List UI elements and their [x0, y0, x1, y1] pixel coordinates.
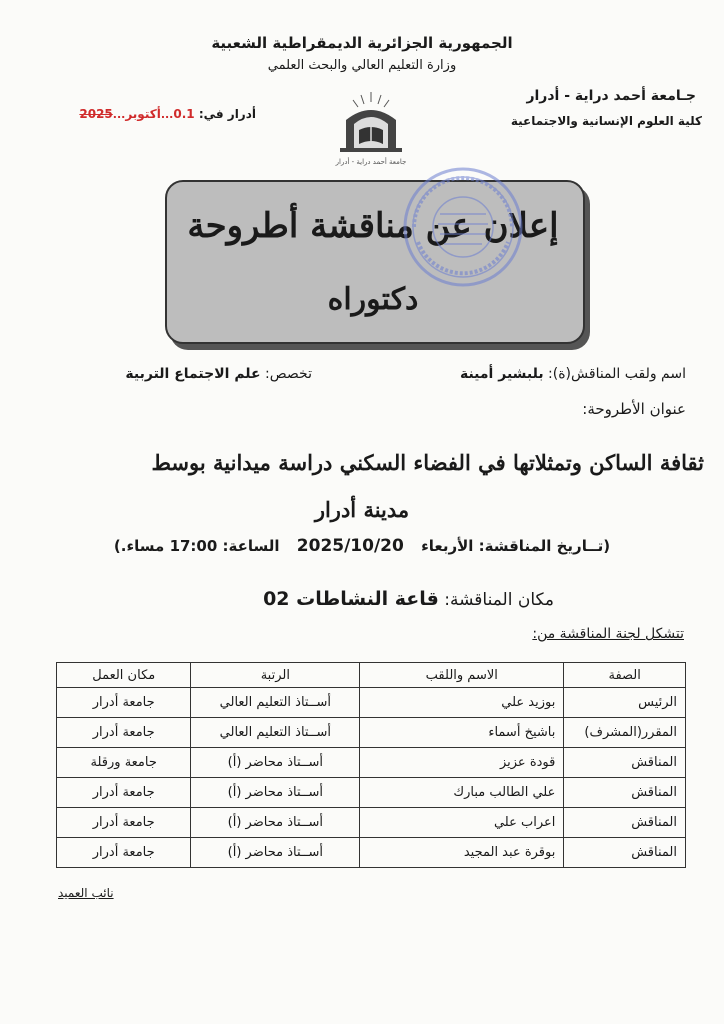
cell-name: اعراب علي — [360, 808, 564, 838]
cell-name: بوزيد علي — [360, 688, 564, 718]
cell-rank: أســتاذ التعليم العالي — [191, 718, 360, 748]
table-row — [57, 808, 686, 838]
cell-name: باشيخ أسماء — [360, 718, 564, 748]
defense-time: الساعة: 17:00 مساء.) — [113, 537, 280, 555]
thesis-title-line1: ثقافة الساكن وتمثلاتها في الفضاء السكني دراسة ميدانية بوسط — [151, 450, 704, 475]
republic-title: الجمهورية الجزائرية الديمقراطية الشعبية — [211, 34, 513, 52]
col-header-rank: الرتبة — [191, 663, 360, 688]
place-label: مكان المناقشة: — [444, 590, 554, 610]
cell-rank: أســتاذ التعليم العالي — [191, 688, 360, 718]
table-row — [57, 748, 686, 778]
candidate-line — [460, 366, 686, 382]
table-row — [57, 718, 686, 748]
faculty-name: كلية العلوم الإنسانية والاجتماعية — [510, 114, 702, 128]
place-value: قاعة النشاطات 02 — [263, 588, 439, 610]
table-row — [57, 688, 686, 718]
committee-table — [56, 662, 686, 868]
table-header-row — [57, 663, 686, 688]
date-day: 0.1 — [173, 107, 195, 121]
cell-workplace: جامعة ورقلة — [57, 748, 191, 778]
cell-role: المناقش — [564, 808, 686, 838]
candidate-label: اسم ولقب المناقش(ة): — [548, 366, 686, 382]
table-row — [57, 838, 686, 868]
cell-role: المقرر(المشرف) — [564, 718, 686, 748]
official-stamp — [398, 162, 528, 292]
cell-role: المناقش — [564, 748, 686, 778]
specialty-value: علم الاجتماع التربية — [125, 366, 261, 382]
col-header-workplace: مكان العمل — [57, 663, 191, 688]
cell-rank: أســتاذ محاضر (أ) — [191, 808, 360, 838]
date-month: أكتوبر — [125, 107, 161, 121]
signatory-title: نائب العميد — [58, 886, 114, 900]
defense-date-value: 2025/10/20 — [296, 536, 404, 556]
col-header-role: الصفة — [564, 663, 686, 688]
cell-name: بوقرة عبد المجيد — [360, 838, 564, 868]
logo-caption: جامعة أحمد دراية - أدرار — [335, 158, 407, 166]
cell-workplace: جامعة أدرار — [57, 718, 191, 748]
banner-title: إعلان عن مناقشة أطروحة — [187, 206, 559, 246]
date-label: أدرار في: — [198, 107, 256, 121]
cell-role: المناقش — [564, 838, 686, 868]
date-year: 2025 — [79, 107, 113, 121]
thesis-title-line2: مدينة أدرار — [314, 497, 410, 522]
col-header-name: الاسم واللقب — [360, 663, 564, 688]
thesis-title-label: عنوان الأطروحة: — [582, 400, 686, 418]
committee-intro: تتشكل لجنة المناقشة من: — [532, 626, 684, 642]
cell-name: قودة عزيز — [360, 748, 564, 778]
cell-role: الرئيس — [564, 688, 686, 718]
university-logo — [326, 90, 416, 170]
defense-date-text: (تــاريخ المناقشة: الأربعاء — [421, 537, 611, 555]
cell-rank: أســتاذ محاضر (أ) — [191, 748, 360, 778]
specialty-line — [125, 366, 312, 382]
cell-workplace: جامعة أدرار — [57, 838, 191, 868]
cell-rank: أســتاذ محاضر (أ) — [191, 838, 360, 868]
ministry-title: وزارة التعليم العالي والبحث العلمي — [267, 58, 457, 73]
cell-workplace: جامعة أدرار — [57, 688, 191, 718]
specialty-label: تخصص: — [265, 366, 312, 382]
cell-rank: أســتاذ محاضر (أ) — [191, 778, 360, 808]
cell-workplace: جامعة أدرار — [57, 778, 191, 808]
issue-date: أدرار في: 0.1...أكتوبر...2025 — [79, 107, 256, 121]
cell-name: علي الطالب مبارك — [360, 778, 564, 808]
defense-datetime — [0, 536, 724, 556]
candidate-name: بلبشير أمينة — [459, 366, 544, 382]
banner-subtitle: دكتوراه — [327, 282, 419, 317]
table-row — [57, 778, 686, 808]
university-name: جـامعة أحمد دراية - أدرار — [526, 88, 696, 104]
defense-place — [263, 588, 554, 610]
cell-role: المناقش — [564, 778, 686, 808]
cell-workplace: جامعة أدرار — [57, 808, 191, 838]
